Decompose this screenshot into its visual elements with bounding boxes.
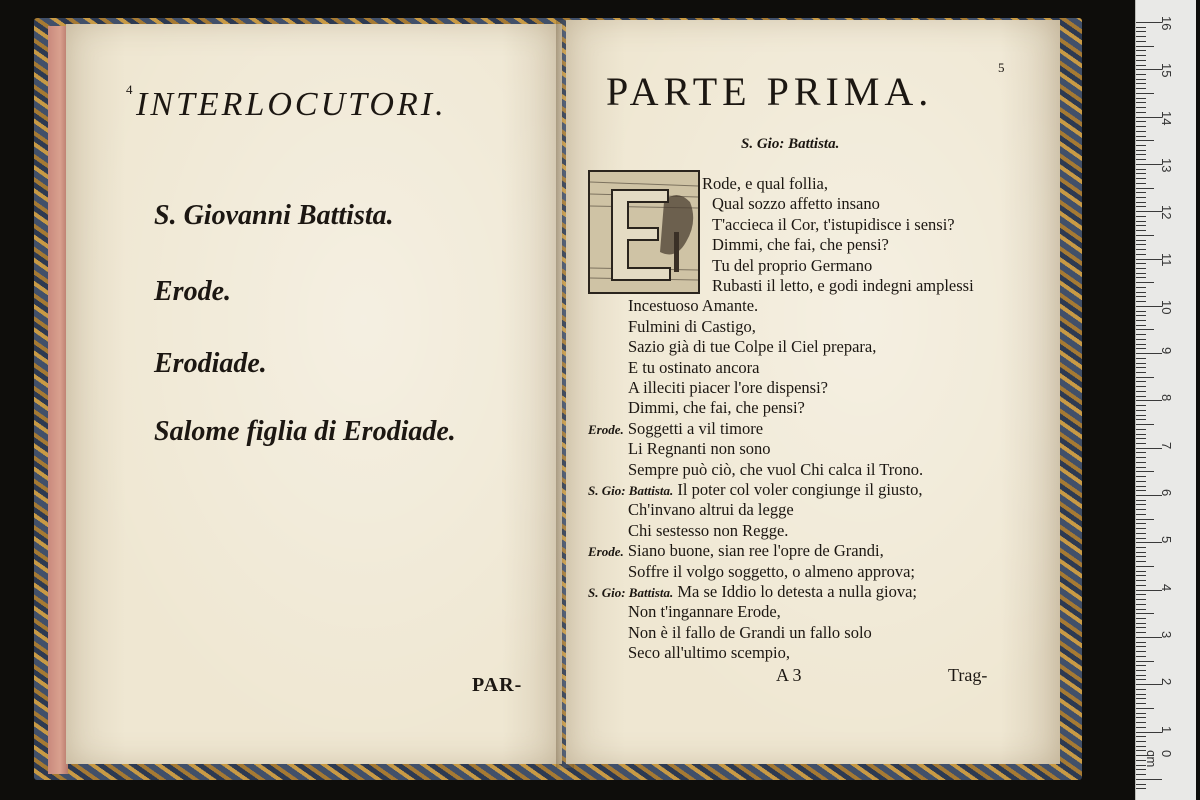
speaker-name: Erode. <box>588 544 624 560</box>
ruler-tick <box>1136 419 1146 420</box>
ruler-tick <box>1136 452 1146 453</box>
verse-text: A illeciti piacer l'ore dispensi? <box>628 378 828 397</box>
ruler-tick <box>1136 741 1146 742</box>
ruler-tick <box>1136 788 1146 789</box>
verse-line <box>712 276 974 296</box>
ruler-tick <box>1136 599 1146 600</box>
ruler-tick <box>1136 694 1146 695</box>
ruler-tick <box>1136 169 1146 170</box>
ruler-tick <box>1136 348 1146 349</box>
ruler-tick <box>1136 145 1146 146</box>
verse-text: Ma se Iddio lo detesta a nulla giova; <box>677 582 918 601</box>
ruler-tick <box>1136 183 1146 184</box>
ruler-tick <box>1136 689 1146 690</box>
character-3: Erodiade. <box>154 348 267 379</box>
verse-text: Soffre il volgo soggetto, o almeno approva; <box>628 561 916 581</box>
ruler-number: 7 <box>1159 441 1174 449</box>
ruler-tick <box>1136 93 1154 94</box>
character-1: S. Giovanni Battista. <box>154 200 394 231</box>
ruler-tick <box>1136 481 1146 482</box>
ruler-tick <box>1136 329 1154 330</box>
ruler-tick <box>1136 230 1146 231</box>
ruler-tick <box>1136 519 1154 520</box>
speaker-name: S. Gio: Battista. <box>588 585 674 600</box>
ruler-tick <box>1136 613 1154 614</box>
ruler-tick <box>1136 197 1146 198</box>
character-2: Erode. <box>154 276 231 307</box>
verse-line <box>588 582 917 602</box>
verse-line <box>588 541 884 561</box>
ruler-unit: 0 cm <box>1144 750 1174 768</box>
ruler-tick <box>1136 277 1146 278</box>
ruler-tick <box>1136 784 1146 785</box>
ruler-number: 13 <box>1159 157 1174 173</box>
ruler-tick <box>1136 79 1146 80</box>
ruler-tick <box>1136 320 1146 321</box>
verse-line <box>712 215 955 235</box>
ruler-number: 15 <box>1159 63 1174 78</box>
ruler-tick <box>1136 391 1146 392</box>
ruler-tick <box>1136 547 1146 548</box>
speaker-name: S. Gio: Battista. <box>588 483 674 498</box>
ruler-tick <box>1136 490 1146 491</box>
ruler-tick <box>1136 415 1146 416</box>
ruler-number: 8 <box>1159 394 1174 402</box>
right-page <box>566 20 1060 764</box>
ruler-tick <box>1136 249 1146 250</box>
ruler-tick <box>1136 405 1146 406</box>
ruler-tick <box>1136 126 1146 127</box>
ruler-tick <box>1136 131 1146 132</box>
ruler-tick <box>1136 344 1146 345</box>
ruler-tick <box>1136 471 1154 472</box>
ruler-tick <box>1136 509 1146 510</box>
verse-line <box>628 439 771 459</box>
ruler-tick <box>1136 528 1146 529</box>
verse-line <box>628 623 872 643</box>
verse-line <box>702 174 828 194</box>
ruler-tick <box>1136 88 1146 89</box>
ruler-number: 5 <box>1159 536 1174 544</box>
ruler-tick <box>1136 462 1146 463</box>
ruler-number: 11 <box>1159 252 1174 266</box>
ruler-tick <box>1136 443 1146 444</box>
ruler-tick <box>1136 386 1146 387</box>
ruler-tick <box>1136 575 1146 576</box>
verse-text: Sempre può ciò, che vuol Chi calca il Trono. <box>628 459 924 479</box>
ruler-number: 14 <box>1159 110 1174 126</box>
ruler-tick <box>1136 301 1146 302</box>
ruler-tick <box>1136 679 1146 680</box>
ruler-tick <box>1136 83 1146 84</box>
ruler-tick <box>1136 514 1146 515</box>
verse-text: Dimmi, che fai, che pensi? <box>712 235 889 255</box>
ruler-tick <box>1136 65 1146 66</box>
verse-text: Soggetti a vil timore <box>627 418 764 438</box>
ruler-number: 16 <box>1159 16 1174 31</box>
ruler-number: 1 <box>1159 725 1174 733</box>
ruler-tick <box>1136 698 1146 699</box>
verse-line <box>628 398 805 418</box>
verse-line <box>628 358 760 378</box>
ruler-tick <box>1136 736 1146 737</box>
verse-text: T'accieca il Cor, t'istupidisce i sensi? <box>712 214 955 234</box>
ruler-tick <box>1136 642 1146 643</box>
ruler-tick <box>1136 46 1154 47</box>
ruler-tick <box>1136 746 1146 747</box>
speaker-name: Erode. <box>588 421 624 437</box>
ruler-tick <box>1136 325 1146 326</box>
ruler-tick <box>1136 552 1146 553</box>
ruler-tick <box>1136 292 1146 293</box>
speaker-heading: S. Gio: Battista. <box>741 136 840 152</box>
ruler-tick <box>1136 235 1154 236</box>
ruler-tick <box>1136 396 1146 397</box>
ruler-tick <box>1136 121 1146 122</box>
ruler-number: 10 <box>1159 299 1174 315</box>
ruler-number: 4 <box>1159 583 1174 591</box>
verse-line <box>712 194 880 214</box>
verse-line <box>712 256 872 276</box>
ruler-tick <box>1136 713 1146 714</box>
ruler-tick <box>1136 722 1146 723</box>
ruler-tick <box>1136 225 1146 226</box>
verse-text: Sazio già di tue Colpe il Ciel prepara, <box>628 337 877 357</box>
woodcut-initial-icon <box>590 172 698 292</box>
character-4: Salome figlia di Erodiade. <box>154 416 456 447</box>
ruler-tick <box>1136 263 1146 264</box>
ruler-tick <box>1136 500 1146 501</box>
ruler-tick <box>1136 74 1146 75</box>
ruler-tick <box>1136 60 1146 61</box>
signature-mark: A 3 <box>776 665 802 685</box>
ruler-tick <box>1136 774 1146 775</box>
verse-text: Tu del proprio Germano <box>712 255 873 275</box>
ruler-tick <box>1136 254 1146 255</box>
ruler-tick <box>1136 27 1146 28</box>
ruler-tick <box>1136 136 1146 137</box>
ruler-tick <box>1136 339 1146 340</box>
verse-text: Rubasti il letto, e godi indegni amplessi <box>712 276 974 295</box>
ruler-tick <box>1136 381 1146 382</box>
ruler-tick <box>1136 604 1146 605</box>
ruler-tick <box>1136 150 1146 151</box>
catchword-right: Trag- <box>948 665 988 685</box>
ruler-tick <box>1136 632 1146 633</box>
ruler-tick <box>1136 457 1146 458</box>
right-page-title: PARTE PRIMA. <box>606 69 934 114</box>
ruler-tick <box>1136 36 1146 37</box>
verse-line <box>628 521 788 541</box>
ruler-tick <box>1136 287 1146 288</box>
ruler-tick <box>1136 585 1146 586</box>
ruler-number: 2 <box>1159 678 1174 686</box>
ruler-tick <box>1136 609 1146 610</box>
ruler-tick <box>1136 434 1146 435</box>
ruler-tick <box>1136 618 1146 619</box>
ruler-tick <box>1136 486 1146 487</box>
ruler-tick <box>1136 273 1146 274</box>
verse-line <box>628 602 781 622</box>
ruler-tick <box>1136 708 1154 709</box>
measuring-ruler <box>1135 0 1196 800</box>
ruler-tick <box>1136 429 1146 430</box>
ruler-number: 6 <box>1159 489 1174 497</box>
ruler-tick <box>1136 41 1146 42</box>
ruler-tick <box>1136 154 1146 155</box>
ruler-tick <box>1136 240 1146 241</box>
ruler-tick <box>1136 315 1146 316</box>
ruler-tick <box>1136 504 1146 505</box>
ruler-tick <box>1136 221 1146 222</box>
ruler-tick <box>1136 476 1146 477</box>
catchword-left: PAR- <box>472 674 523 696</box>
verse-text: Incestuoso Amante. <box>628 296 759 316</box>
ruler-tick <box>1136 206 1146 207</box>
ruler-tick <box>1136 358 1146 359</box>
ruler-tick <box>1136 594 1146 595</box>
ruler-tick <box>1136 566 1154 567</box>
ruler-tick <box>1136 31 1146 32</box>
verse-text: Li Regnanti non sono <box>628 439 771 459</box>
ruler-tick <box>1136 438 1146 439</box>
verse-line <box>628 317 756 337</box>
ruler-tick <box>1136 675 1146 676</box>
ruler-tick <box>1136 670 1146 671</box>
ruler-tick <box>1136 55 1146 56</box>
ruler-tick <box>1136 98 1146 99</box>
verse-text: Ch'invano altrui da legge <box>628 500 794 520</box>
ruler-tick <box>1136 727 1146 728</box>
decorated-initial <box>588 170 700 294</box>
verse-line <box>712 235 889 255</box>
verse-text: Qual sozzo affetto insano <box>712 194 880 214</box>
verse-text: Seco all'ultimo scempio, <box>628 643 790 663</box>
verse-line <box>588 480 923 500</box>
ruler-tick <box>1136 538 1146 539</box>
ruler-tick <box>1136 623 1146 624</box>
verse-text: Il poter col voler congiunge il giusto, <box>677 480 923 499</box>
ruler-tick <box>1136 188 1154 189</box>
ruler-tick <box>1136 202 1146 203</box>
ruler-tick <box>1136 112 1146 113</box>
ruler-tick <box>1136 50 1146 51</box>
ruler-tick <box>1136 627 1146 628</box>
page-number-right: 5 <box>998 60 1005 75</box>
ruler-tick <box>1136 523 1146 524</box>
verse-text: Chi sestesso non Regge. <box>628 520 789 540</box>
ruler-tick <box>1136 665 1146 666</box>
ruler-tick <box>1136 173 1146 174</box>
ruler-tick <box>1136 334 1146 335</box>
verse-line <box>628 378 828 398</box>
verse-text: Rode, e qual follia, <box>702 174 829 193</box>
verse-line <box>628 562 915 582</box>
verse-text: Non t'ingannare Erode, <box>628 602 781 622</box>
ruler-tick <box>1136 192 1146 193</box>
ruler-tick <box>1136 661 1154 662</box>
verse-text: Non è il fallo de Grandi un fallo solo <box>628 622 872 642</box>
left-page-title: INTERLOCUTORI. <box>136 86 447 123</box>
ruler-tick <box>1136 580 1146 581</box>
page-number-left: 4 <box>126 82 133 97</box>
verse-text: Fulmini di Castigo, <box>628 316 756 336</box>
verse-line <box>628 643 790 663</box>
ruler-tick <box>1136 533 1146 534</box>
verse-text: Siano buone, sian ree l'opre de Grandi, <box>627 541 884 561</box>
ruler-tick <box>1136 363 1146 364</box>
verse-line <box>588 419 763 439</box>
ruler-tick <box>1136 311 1146 312</box>
ruler-tick <box>1136 656 1146 657</box>
ruler-tick <box>1136 159 1146 160</box>
left-page <box>66 24 562 764</box>
ruler-tick <box>1136 282 1154 283</box>
ruler-number: 9 <box>1159 347 1174 355</box>
verse-text: E tu ostinato ancora <box>628 357 760 377</box>
ruler-tick <box>1136 467 1146 468</box>
ruler-tick <box>1136 646 1146 647</box>
ruler-tick <box>1136 367 1146 368</box>
ruler-tick <box>1136 244 1146 245</box>
ruler-tick <box>1136 556 1146 557</box>
ruler-number: 12 <box>1159 205 1174 220</box>
ruler-tick <box>1136 102 1146 103</box>
ruler-tick <box>1136 703 1146 704</box>
verse-line <box>628 500 794 520</box>
ruler-tick <box>1136 377 1154 378</box>
ruler-tick <box>1136 178 1146 179</box>
ruler-tick <box>1136 571 1146 572</box>
ruler-number: 3 <box>1159 630 1174 639</box>
verse-text: Dimmi, che fai, che pensi? <box>628 398 805 418</box>
ruler-tick <box>1136 268 1146 269</box>
ruler-tick <box>1136 107 1146 108</box>
ruler-tick <box>1136 410 1146 411</box>
verse-line <box>628 296 758 316</box>
verse-line <box>628 460 923 480</box>
ruler-tick <box>1136 651 1146 652</box>
ruler-tick <box>1136 140 1154 141</box>
ruler-tick <box>1136 372 1146 373</box>
ruler-tick <box>1136 296 1146 297</box>
ruler-tick <box>1136 561 1146 562</box>
ruler-tick <box>1136 216 1146 217</box>
ruler-tick <box>1136 424 1154 425</box>
endpaper <box>48 26 68 774</box>
ruler-tick <box>1136 717 1146 718</box>
ruler-tick <box>1136 779 1162 780</box>
verse-line <box>628 337 876 357</box>
